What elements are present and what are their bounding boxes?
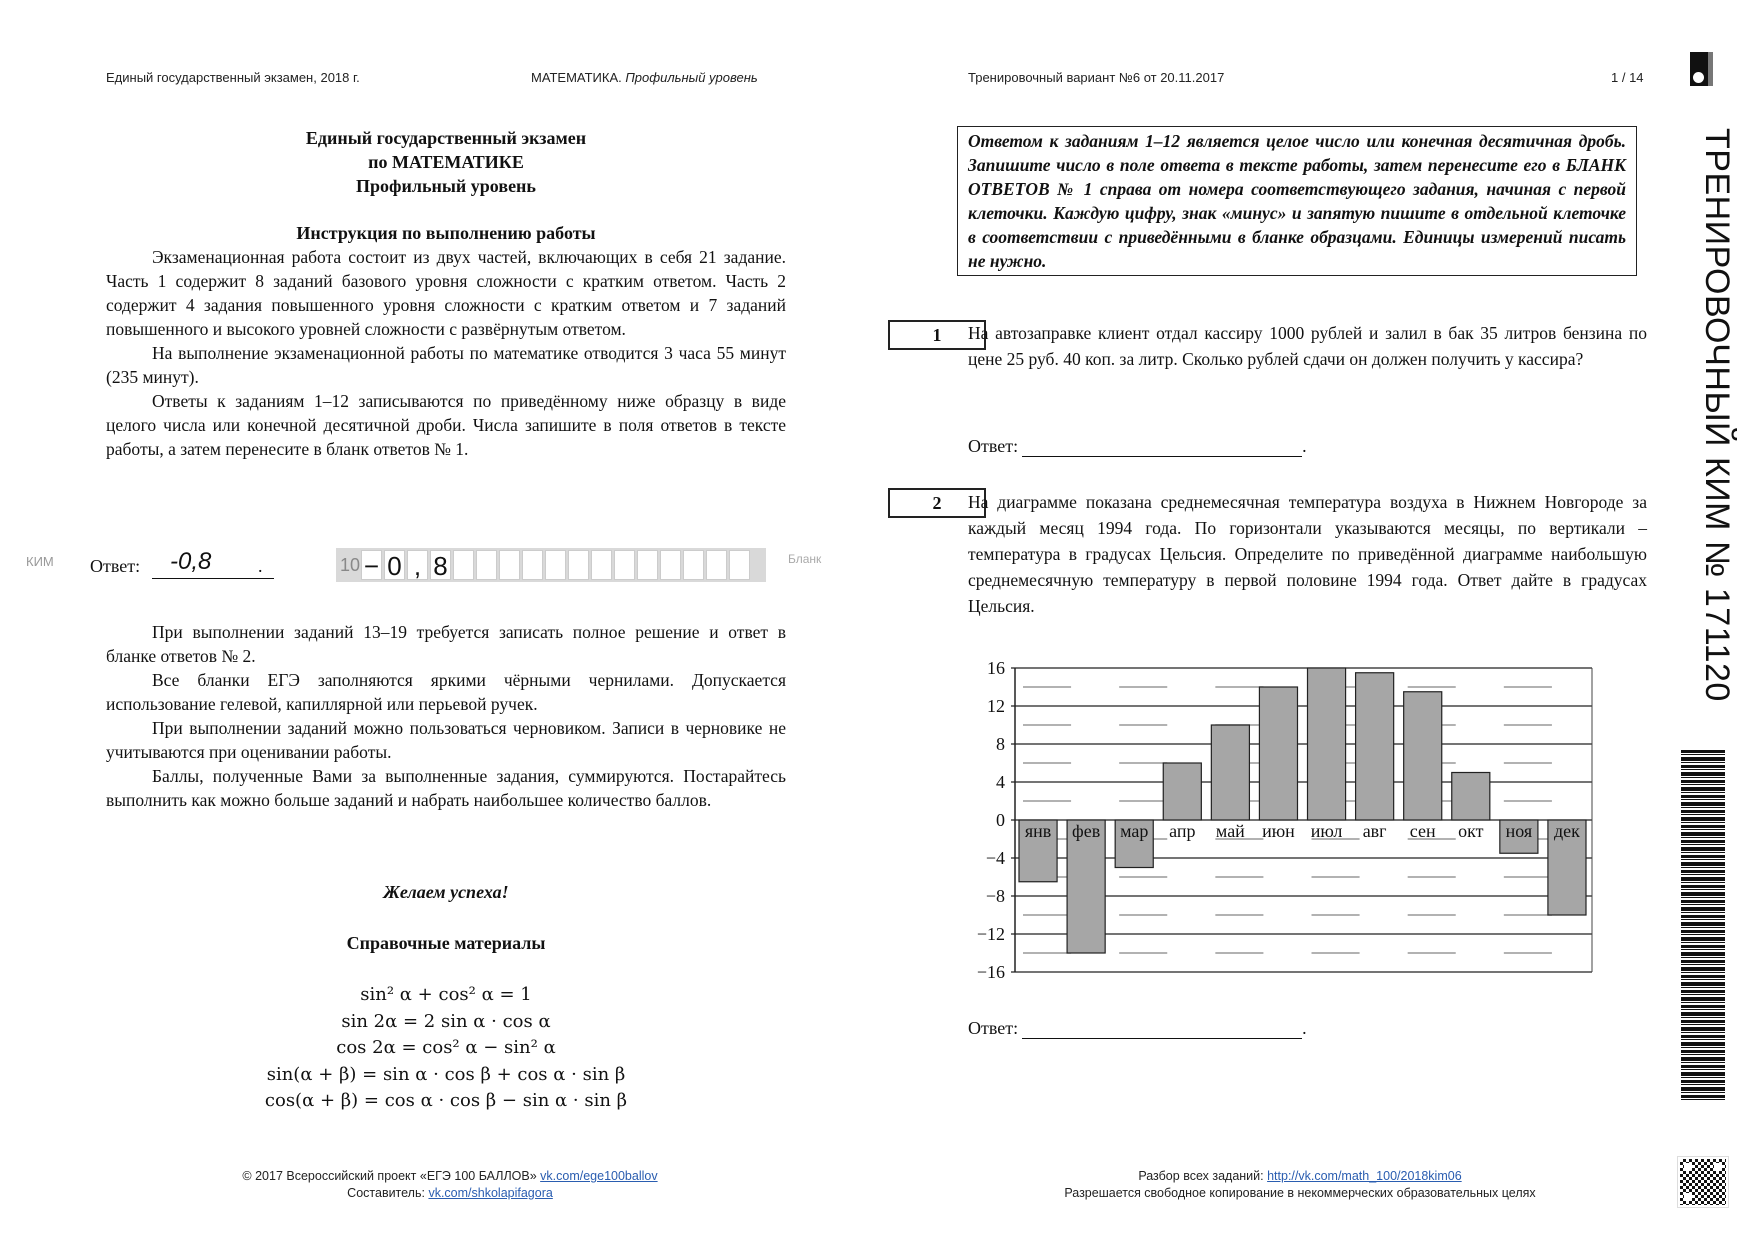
- qr-code-icon: [1678, 1157, 1728, 1207]
- bar-окт: [1452, 773, 1490, 821]
- page-number: 1 / 14: [1611, 70, 1644, 85]
- footer-left: [190, 1168, 710, 1202]
- x-tick-label: ноя: [1505, 821, 1533, 841]
- task-text-2: На диаграмме показана среднемесячная температура воздуха в Нижнем Новгороде за каждый месяц 1994 года. По горизонтали указываются месяцы, по вертикали – температура в градусах Цельсия. Определите по приведённой диаграмме наибольшую среднемесячную температуру в первой половине 1994 года. Ответ дайте в градусах Цельсия.: [968, 492, 1647, 616]
- y-tick-label: 16: [987, 658, 1005, 678]
- footer-author-label: Составитель:: [347, 1186, 425, 1200]
- formula: cos(α + β) = cos α · cos β − sin α · sin β: [264, 1090, 628, 1111]
- footer-right: [1020, 1168, 1580, 1202]
- reference-title: Справочные материалы: [346, 933, 546, 953]
- sample-answer-value: -0,8: [152, 548, 274, 579]
- blank-cell: −: [361, 550, 382, 580]
- good-luck-text: Желаем успеха!: [383, 882, 509, 902]
- formula: cos 2α = cos² α − sin² α: [336, 1037, 556, 1058]
- title-line: по МАТЕМАТИКЕ: [368, 152, 524, 172]
- x-tick-label: янв: [1024, 821, 1052, 841]
- blank-cell: 8: [430, 550, 451, 580]
- y-tick-label: 4: [996, 772, 1005, 792]
- header-exam: Единый государственный экзамен, 2018 г.: [106, 70, 360, 85]
- formula: sin² α + cos² α = 1: [360, 984, 532, 1005]
- blank-cell: [683, 550, 704, 580]
- barcode-icon: [1681, 750, 1725, 1100]
- x-tick-label: окт: [1458, 821, 1484, 841]
- instructions-paragraph: При выполнении заданий 13–19 требуется записать полное решение и ответ в бланке ответов № 2.: [106, 622, 786, 666]
- footer-link-author[interactable]: vk.com/shkolapifagora: [428, 1186, 553, 1200]
- footer-link-ege100[interactable]: vk.com/ege100ballov: [540, 1169, 658, 1183]
- instructions-paragraph: При выполнении заданий можно пользоваться черновиком. Записи в черновике не учитываются при оценивании работы.: [106, 718, 786, 762]
- task-text-1: На автозаправке клиент отдал кассиру 1000 рублей и залил в бак 35 литров бензина по цене 25 руб. 40 коп. за литр. Сколько рублей сдачи он должен получить у кассира?: [968, 323, 1647, 369]
- answer-input-2[interactable]: [1022, 1020, 1302, 1039]
- instructions-paragraph: На выполнение экзаменационной работы по математике отводится 3 часа 55 минут (235 минут).: [106, 343, 786, 387]
- formula: sin(α + β) = sin α · cos β + cos α · sin β: [266, 1063, 626, 1085]
- task-answer-1: Ответ: .: [968, 436, 1307, 456]
- blank-cell: [706, 550, 727, 580]
- formula: sin 2α = 2 sin α · cos α: [341, 1010, 551, 1032]
- left-column-continued: [106, 620, 786, 812]
- footer-link-solutions[interactable]: http://vk.com/math_100/2018kim06: [1267, 1169, 1462, 1183]
- blank-cell: [568, 550, 589, 580]
- header-subject-main: МАТЕМАТИКА.: [531, 70, 622, 85]
- bar-май: [1211, 725, 1249, 820]
- blank-label: Бланк: [788, 552, 822, 566]
- task-number-1: 1: [888, 320, 986, 350]
- bar-авг: [1356, 673, 1394, 820]
- answer-sample: [0, 548, 850, 588]
- header-subject: [531, 70, 758, 85]
- y-tick-label: 8: [996, 734, 1005, 754]
- formula-list: [106, 982, 786, 1115]
- blank-sample: [336, 548, 766, 582]
- answer-label: Ответ:: [968, 436, 1019, 456]
- answer-input-1[interactable]: [1022, 438, 1302, 457]
- blank-cell: [614, 550, 635, 580]
- bar-апр: [1163, 763, 1201, 820]
- header-variant: Тренировочный вариант №6 от 20.11.2017: [968, 70, 1225, 85]
- sample-answer-label: Ответ:: [90, 556, 141, 576]
- footer-copyright: © 2017 Всероссийский проект «ЕГЭ 100 БАЛЛОВ»: [242, 1169, 537, 1183]
- x-tick-label: дек: [1554, 821, 1580, 841]
- x-tick-label: апр: [1169, 821, 1196, 841]
- x-tick-label: мар: [1120, 821, 1149, 841]
- task-answer-2: Ответ: .: [968, 1018, 1307, 1038]
- blank-cell: [637, 550, 658, 580]
- bar-июл: [1308, 668, 1346, 820]
- y-tick-label: 12: [987, 696, 1005, 716]
- instructions-paragraph: Баллы, полученные Вами за выполненные задания, суммируются. Постарайтесь выполнить как можно больше заданий и набрать наибольшее количество баллов.: [106, 766, 786, 810]
- blank-cell: [729, 550, 750, 580]
- blank-cell: [545, 550, 566, 580]
- y-tick-label: −4: [985, 848, 1005, 868]
- sample-answer-dot: .: [258, 556, 263, 576]
- blank-cell: [476, 550, 497, 580]
- instructions-paragraph: Экзаменационная работа состоит из двух частей, включающих в себя 21 задание. Часть 1 содержит 8 заданий базового уровня сложности с кратким ответом. Часть 2 содержит 4 задания повышенного уровня сложности с кратким ответом и 7 заданий повышенного и высокого уровней сложности с развёрнутым ответом.: [106, 247, 786, 339]
- footer-solutions-label: Разбор всех заданий:: [1138, 1169, 1264, 1183]
- x-tick-label: май: [1215, 821, 1245, 841]
- blank-cell: 0: [384, 550, 405, 580]
- x-tick-label: июл: [1310, 821, 1343, 841]
- y-tick-label: −12: [976, 924, 1005, 944]
- bar-сен: [1404, 692, 1442, 820]
- page-title: [106, 126, 786, 198]
- instructions-title: Инструкция по выполнению работы: [296, 223, 596, 243]
- title-line: Профильный уровень: [356, 176, 536, 196]
- blank-cell: ,: [407, 550, 428, 580]
- vertical-kim-title: ТРЕНИРОВОЧНЫЙ КИМ № 171120: [1698, 128, 1736, 702]
- answer-label: Ответ:: [968, 1018, 1019, 1038]
- title-line: Единый государственный экзамен: [305, 128, 587, 148]
- blank-cell: [499, 550, 520, 580]
- bar-июн: [1259, 687, 1297, 820]
- blank-cell: [591, 550, 612, 580]
- blank-cell: [453, 550, 474, 580]
- task-number-2: 2: [888, 488, 986, 518]
- y-tick-label: −16: [976, 962, 1005, 982]
- temperature-bar-chart: [960, 655, 1600, 985]
- x-tick-label: фев: [1072, 821, 1101, 841]
- y-tick-label: −8: [985, 886, 1005, 906]
- instructions-paragraph: Все бланки ЕГЭ заполняются яркими чёрными чернилами. Допускается использование гелевой, капиллярной или перьевой ручек.: [106, 670, 786, 714]
- blank-cell: [660, 550, 681, 580]
- footer-license: Разрешается свободное копирование в некоммерческих образовательных целях: [1064, 1186, 1536, 1200]
- logo-icon: [1690, 52, 1713, 86]
- x-tick-label: сен: [1409, 821, 1436, 841]
- x-tick-label: июн: [1262, 821, 1295, 841]
- blank-cell: [522, 550, 543, 580]
- instructions-note-box: Ответом к заданиям 1–12 является целое число или конечная десятичная дробь. Запишите число в поле ответа в тексте работы, затем перенесите его в БЛАНК ОТВЕТОВ № 1 справа от номера соответствующего задания, начиная с первой клеточки. Каждую цифру, знак «минус» и запятую пишите в отдельной клеточке в соответствии с приведёнными в бланке образцами. Единицы измерений писать не нужно.: [957, 126, 1637, 276]
- header-subject-level: Профильный уровень: [625, 70, 758, 85]
- left-column: [106, 126, 786, 461]
- x-tick-label: авг: [1362, 821, 1387, 841]
- instructions-paragraph: Ответы к заданиям 1–12 записываются по приведённому ниже образцу в виде целого числа или конечной десятичной дроби. Числа запишите в поля ответов в тексте работы, а затем перенесите в бланк ответов № 1.: [106, 391, 786, 459]
- kim-label: КИМ: [26, 554, 54, 569]
- y-tick-label: 0: [996, 810, 1005, 830]
- blank-task-number: 10: [339, 554, 361, 575]
